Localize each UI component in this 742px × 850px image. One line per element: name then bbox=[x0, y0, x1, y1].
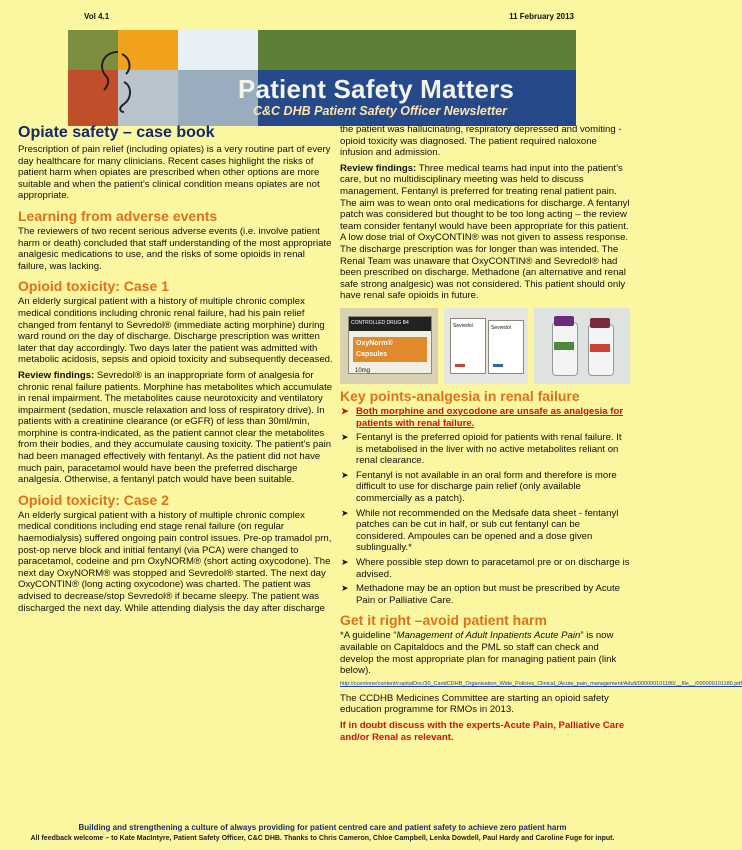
footer-credits: All feedback welcome – to Kate MacIntyre, Patient Safety Officer, C&C DHB. Thanks to Chris Cameron, Chloe Campbell, Lenka Dowdell, Paul Hardy and Caroline Fuge for input. bbox=[30, 835, 615, 842]
list-item: ➤ Where possible step down to paracetamol pre or on discharge is advised. bbox=[356, 557, 630, 580]
list-item: ➤ While not recommended on the Medsafe data sheet - fentanyl patches can be cut in half, or sub cut fentanyl can be considered. Ampoules can be opened and a dose given sublingually.* bbox=[356, 508, 630, 554]
doubt-paragraph: If in doubt discuss with the experts-Acute Pain, Palliative Care and/or Renal as relevant. bbox=[340, 719, 625, 743]
newsletter-banner bbox=[68, 30, 576, 126]
ccdhb-paragraph: The CCDHB Medicines Committee are starting an opioid safety education programme for RMOs in 2013. bbox=[340, 692, 609, 716]
get-it-right-heading: Get it right –avoid patient harm bbox=[340, 612, 547, 629]
main-heading: Opiate safety – case book bbox=[18, 124, 215, 141]
issue-date: 11 February 2013 bbox=[509, 12, 574, 21]
medication-photos bbox=[340, 308, 630, 384]
case2-paragraph: An elderly surgical patient with a history of multiple chronic complex medical conditions including end stage renal failure (on regular haemodialysis) suffered ongoing pain control issues. Pre-op tramadol prn, post-op nerve block and initial fentanyl (via PCA) were changed to paracetamol, codeine and prn OxyNORM® (short acting oxycodone). The next day OxyNORM® was stopped and Sevredol® started. The next day OxyCONTIN® (long acting oxycodone) was charted. The patient was advised to decrease/stop Sevredol® if became sleepy. The patient was discharged the next day. While attending dialysis the day after discharge bbox=[18, 509, 332, 614]
volume-label: Vol 4.1 bbox=[84, 12, 110, 21]
case2-review-text: Three medical teams had input into the patient’s care, but no multidisciplinary meeting was held to discuss management. Fentanyl is preferred for treating renal patient pain. The aim was to wean onto oral medications for discharge. A fentanyl patch was considered but thought to be too long acting – the review team consider fentanyl would have been appropriate for this patient. A low dose trial of OxyCONTIN® was not given to assess response. The discharge prescription was for longer than was intended. The Renal Team was unaware that OxyCONTIN® and Sevredol® had been prescribed on discharge. Methadone (an alternative and renal safe strong analgesic) was not considered. This patient should only have renal safe opioids in future. bbox=[340, 162, 630, 302]
page-footer bbox=[0, 822, 645, 844]
top-bar bbox=[84, 12, 574, 24]
newsletter-title: Patient Safety Matters bbox=[238, 74, 515, 104]
key-points-list bbox=[340, 406, 630, 607]
case2-review bbox=[340, 163, 630, 302]
left-column bbox=[18, 124, 334, 618]
guideline-link[interactable]: http://ccentone/content/capitalDoc/30_CandCDHB_Organisation_Wide_Policies_Clinical_/Acute_pain_management/Adult/000000101180/__file__/000000101180.pdf bbox=[340, 680, 742, 687]
guideline-paragraph: *A guideline “Management of Adult Inpatients Acute Pain” is now available on Capitaldocs and the PML so staff can check and develop the most appropriate plan for managing patient pain (link below). bbox=[340, 630, 617, 677]
list-item: ➤ Both morphine and oxycodone are unsafe as analgesia for patients with renal failure. bbox=[356, 406, 630, 429]
guideline-title: Management of Adult Inpatients Acute Pain bbox=[396, 630, 581, 642]
sevredol-box-photo: Sevredol Sevredol bbox=[444, 308, 528, 384]
intro-paragraph: Prescription of pain relief (including opiates) is a very routine part of every day healthcare for many clinicians. Recent cases highlight the risks of patient harm when opiates are prescribed when other options are more suitable and when the patient’s clinical condition means opiates are not appropriate. bbox=[18, 144, 331, 202]
case1-review-text: Sevredol® is an inappropriate form of analgesia for chronic renal failure patients. Morphine has metabolites which accumulate in renal impairment. The metabolites cause neurotoxicity and ventilatory impairment (sedation, muscle relaxation and loss of respiratory drive). In patients with a creatinine clearance (or eGFR) of less than 30ml/min, morphine is contra-indicated, as the patient cannot clear the metabolites from their bodies, and they accumulate causing toxicity. The patient’s pain had been managed effectively with fentanyl. As the patient did not have much pain, paracetamol would have been the preferred discharge analgesia. Otherwise, a fentanyl patch would have been suitable. bbox=[18, 369, 333, 486]
medicine-bottles-photo bbox=[534, 308, 630, 384]
case2-heading: Opioid toxicity: Case 2 bbox=[18, 491, 169, 508]
right-column bbox=[340, 124, 742, 747]
footer-tagline: Building and strengthening a culture of always providing for patient centred care and patient safety to achieve zero patient harm bbox=[78, 823, 567, 832]
key-points-heading: Key points-analgesia in renal failure bbox=[340, 387, 580, 404]
learning-paragraph: The reviewers of two recent serious adverse events (i.e. involve patient harm or death) concluded that staff understanding of the most appropriate analgesic medications to use, and the risks of some opioids in renal failure, was lacking. bbox=[18, 225, 332, 272]
newsletter-subtitle: C&C DHB Patient Safety Officer Newsletter bbox=[253, 104, 508, 118]
case1-paragraph: An elderly surgical patient with a history of multiple chronic complex medical conditions including chronic renal failure, had his pain relief changed from fentanyl to Sevredol® (immediate acting morphine) during ward round on the day of discharge. Discharge prescription was written later that day accordingly. Two days later the patient was admitted with metabolic acidosis, sepsis and opioid toxicity and subsequently deceased. bbox=[18, 296, 333, 366]
list-item: ➤ Fentanyl is not available in an oral form and therefore is more difficult to use for discharge pain relief (only available commercially as a patch). bbox=[356, 470, 630, 505]
review-findings-label: Review findings: bbox=[340, 162, 417, 174]
learning-heading: Learning from adverse events bbox=[18, 207, 218, 224]
case1-review bbox=[18, 370, 334, 486]
case2-continued: the patient was hallucinating, respiratory depressed and vomiting -opioid toxicity was diagnosed. The patient required naloxone infusion and admission. bbox=[340, 124, 622, 159]
list-item: ➤ Fentanyl is the preferred opioid for patients with renal failure. It is metabolised in the liver with no active metabolites reliant on renal clearance. bbox=[356, 432, 630, 467]
oxynorm-box-photo: CONTROLLED DRUG B4 OxyNorm® Capsules 10mg bbox=[340, 308, 438, 384]
list-item: ➤ Methadone may be an option but must be prescribed by Acute Pain or Palliative Care. bbox=[356, 583, 630, 606]
figure-illustration-icon bbox=[88, 46, 148, 116]
review-findings-label: Review findings: bbox=[18, 369, 95, 381]
case1-heading: Opioid toxicity: Case 1 bbox=[18, 278, 169, 295]
